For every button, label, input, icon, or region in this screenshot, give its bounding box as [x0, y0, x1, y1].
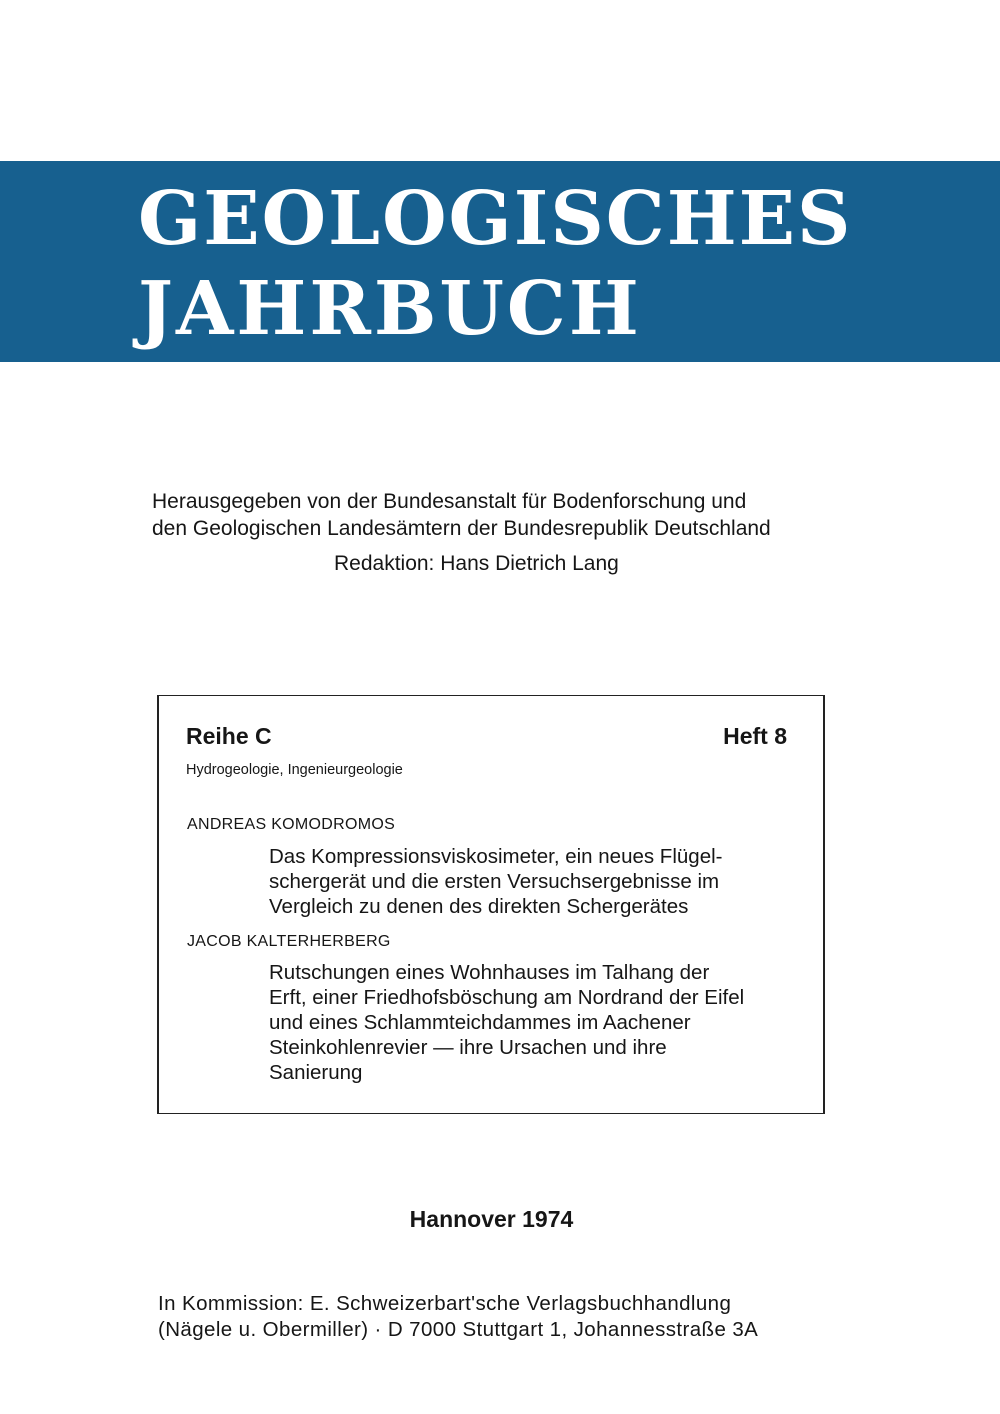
article-author: ANDREAS KOMODROMOS: [187, 816, 396, 833]
contents-box: [157, 695, 825, 1114]
article-title-line: Rutschungen eines Wohnhauses im Talhang der: [269, 961, 710, 984]
article-title-line: Erft, einer Friedhofsböschung am Nordrand der Eifel: [269, 986, 745, 1009]
place-year: Hannover 1974: [409, 1206, 574, 1232]
journal-title-line-2: JAHRBUCH: [138, 266, 642, 352]
series-subject: Hydrogeologie, Ingenieurgeologie: [186, 762, 403, 778]
publisher-statement: [152, 488, 852, 542]
article-title-line: Steinkohlenrevier — ihre Ursachen und ihre: [269, 1036, 667, 1059]
article-title-line: Das Kompressionsviskosimeter, ein neues Flügel-: [269, 845, 723, 868]
series-label: Reihe C: [186, 723, 272, 749]
publisher-line-1: Herausgegeben von der Bundesanstalt für Bodenforschung und: [152, 490, 747, 513]
journal-title-line-1: GEOLOGISCHES: [138, 176, 853, 262]
article-title: [269, 844, 799, 919]
distribution-line-2: (Nägele u. Obermiller) · D 7000 Stuttgart 1, Johannesstraße 3A: [158, 1318, 759, 1341]
distribution-imprint: [158, 1291, 758, 1343]
article-title-line: und eines Schlammteichdammes im Aachener: [269, 1011, 691, 1034]
article-title-line: Sanierung: [269, 1061, 363, 1084]
article-title-line: schergerät und die ersten Versuchsergebnisse im: [269, 870, 720, 893]
article-author: JACOB KALTERHERBERG: [187, 933, 391, 950]
article-title-line: Vergleich zu denen des direkten Schergerätes: [269, 895, 689, 918]
issue-label: Heft 8: [723, 723, 787, 749]
distribution-line-1: In Kommission: E. Schweizerbart'sche Verlagsbuchhandlung: [158, 1292, 732, 1315]
article-title: [269, 960, 799, 1085]
publisher-line-2: den Geologischen Landesämtern der Bundesrepublik Deutschland: [152, 517, 771, 540]
editor-credit: Redaktion: Hans Dietrich Lang: [334, 552, 619, 575]
